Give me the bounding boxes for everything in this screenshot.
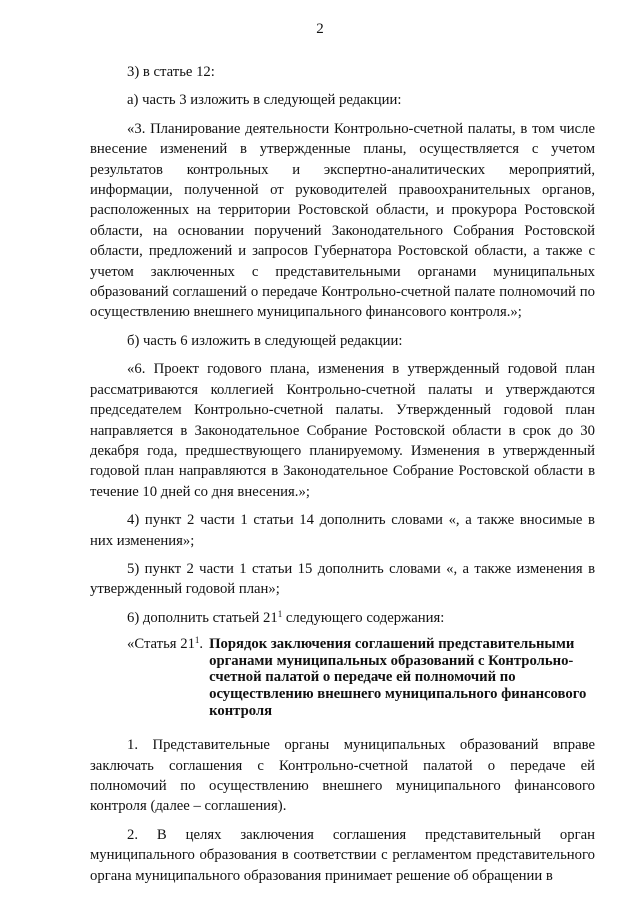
paragraph-clause-2: 2. В целях заключения соглашения представительный орган муниципального образования в соответствии с регламентом представительного органа муниципального образования принимает решение об обращении в	[90, 826, 595, 884]
paragraph-article-12: 3) в статье 12:	[127, 64, 215, 80]
paragraph-part-6-intro: б) часть 6 изложить в следующей редакции:	[127, 332, 403, 349]
paragraph-clause-1: 1. Представительные органы муниципальных образований вправе заключать соглашения с Контрольно-счетной палатой о передаче ей полномочий по осуществлению внешнего муниципального финансового контроля (далее – соглашения).	[90, 737, 595, 815]
item-6-text-after: следующего содержания:	[282, 609, 445, 626]
article-superscript: 1	[194, 635, 200, 646]
paragraph-item-6	[90, 608, 595, 628]
paragraph-part-3-text: «3. Планирование деятельности Контрольно-счетной палаты, в том числе внесение изменений в утвержденные планы, осуществляется с учетом результатов контрольных и экспертно-аналитических мероприятий, информации, полученной от руководителей правоохранительных органов, расположенных на территории Ростовской области, и прокурора Ростовской области, на основании поручений Законодательного Собрания Ростовской области, предложений и запросов Губернатора Ростовской области, а также с учетом заключенных с представительными органами муниципальных образований соглашений о передаче Контрольно-счетной палате полномочий по осуществлению внешнего муниципального финансового контроля.»;	[90, 120, 595, 321]
article-heading	[90, 636, 595, 719]
item-6-superscript: 1	[277, 608, 283, 619]
page-number: 2	[316, 21, 324, 37]
article-label	[127, 636, 209, 653]
item-6-text-before: 6) дополнить статьей 21	[127, 609, 278, 626]
article-label-text: «Статья 21	[127, 636, 195, 653]
paragraph-item-4: 4) пункт 2 части 1 статьи 14 дополнить словами «, а также вносимые в них изменения»;	[90, 512, 595, 549]
paragraph-part-3-intro: а) часть 3 изложить в следующей редакции:	[127, 92, 402, 109]
paragraph-part-6-text: «6. Проект годового плана, изменения в утвержденный годовой план рассматриваются коллегией Контрольно-счетной палаты и утверждаются председателем Контрольно-счетной палаты. Утвержденный годовой план направляется в Законодательное Собрание Ростовской области в срок до 30 декабря года, предшествующего планируемому. Изменения в утвержденный годовой план направляются в Законодательное Собрание Ростовской области в течение 10 дней со дня внесения.»;	[90, 361, 595, 500]
document-body	[90, 62, 595, 894]
article-title: Порядок заключения соглашений представительными органами муниципальных образований с Контрольно-счетной палатой о передаче ей полномочий по осуществлению внешнего муниципального финансового контроля	[209, 636, 587, 719]
paragraph-item-5: 5) пункт 2 части 1 статьи 15 дополнить словами «, а также изменения в утвержденный годовой план»;	[90, 560, 595, 598]
article-label-dot: .	[199, 636, 204, 653]
